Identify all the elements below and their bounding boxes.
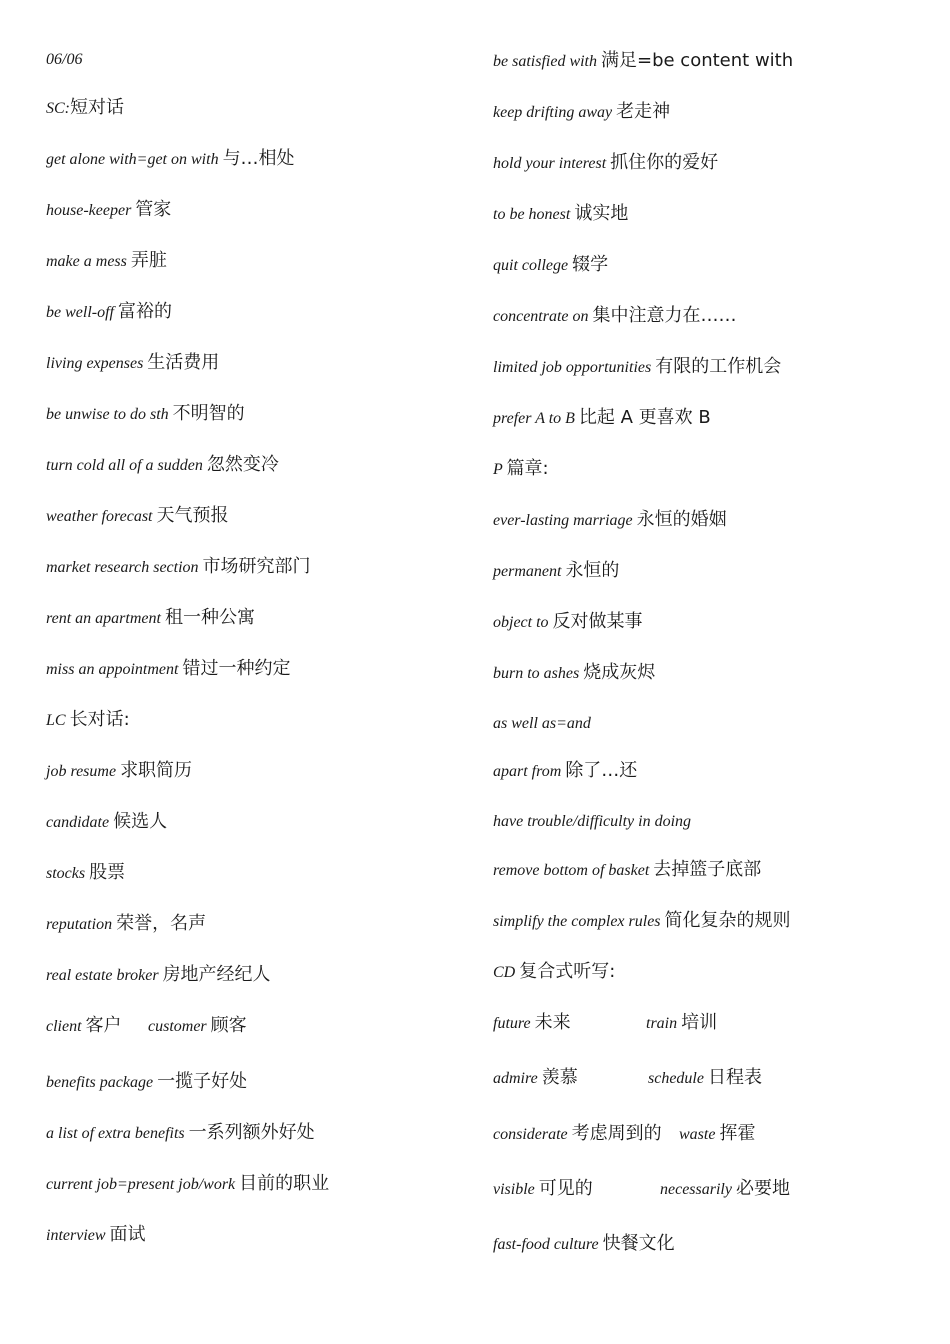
english-term: interview bbox=[46, 1227, 110, 1244]
chinese-translation: 必要地 bbox=[735, 1178, 790, 1199]
chinese-translation: 除了…还 bbox=[565, 760, 638, 781]
right-entry bbox=[493, 305, 737, 328]
english-term: schedule bbox=[648, 1070, 708, 1087]
chinese-translation: 目前的职业 bbox=[239, 1173, 330, 1194]
chinese-translation: 复合式听写: bbox=[519, 961, 616, 982]
english-term: waste bbox=[679, 1126, 720, 1143]
english-term: LC bbox=[46, 712, 70, 729]
second-term-pair bbox=[148, 1015, 247, 1038]
left-entry bbox=[46, 1015, 247, 1038]
left-entry bbox=[46, 760, 192, 783]
english-term: have trouble/difficulty in doing bbox=[493, 813, 692, 830]
right-entry bbox=[493, 1233, 675, 1256]
right-entry bbox=[493, 712, 591, 735]
chinese-translation: 生活费用 bbox=[147, 352, 220, 373]
right-entry bbox=[493, 101, 670, 124]
english-term: benefits package bbox=[46, 1074, 158, 1091]
left-entry bbox=[46, 607, 255, 630]
right-entry bbox=[493, 1067, 762, 1090]
left-entry bbox=[46, 964, 271, 987]
chinese-translation: 富裕的 bbox=[117, 301, 172, 322]
english-term: visible bbox=[493, 1181, 539, 1198]
english-term: ever-lasting marriage bbox=[493, 512, 637, 529]
left-entry bbox=[46, 97, 124, 120]
english-term: client bbox=[46, 1018, 86, 1035]
right-entry bbox=[493, 407, 711, 430]
english-term: fast-food culture bbox=[493, 1236, 603, 1253]
right-entry bbox=[493, 356, 781, 379]
right-entry bbox=[493, 859, 761, 882]
left-entry bbox=[46, 1224, 146, 1247]
left-entry bbox=[46, 48, 82, 71]
english-term: permanent bbox=[493, 563, 566, 580]
english-term: future bbox=[493, 1015, 535, 1032]
english-term: house-keeper bbox=[46, 202, 136, 219]
left-entry bbox=[46, 811, 167, 834]
english-term: a list of extra benefits bbox=[46, 1125, 189, 1142]
english-term: keep drifting away bbox=[493, 104, 617, 121]
right-entry bbox=[493, 961, 615, 984]
left-entry bbox=[46, 505, 229, 528]
english-term: SC: bbox=[46, 100, 70, 117]
left-entry bbox=[46, 1173, 329, 1196]
right-entry bbox=[493, 50, 793, 73]
right-entry bbox=[493, 254, 608, 277]
chinese-translation: 客户 bbox=[85, 1015, 122, 1036]
english-term: considerate bbox=[493, 1126, 572, 1143]
chinese-translation: 租一种公寓 bbox=[164, 607, 255, 628]
second-term-pair bbox=[679, 1123, 755, 1146]
chinese-translation: 一系列额外好处 bbox=[188, 1122, 315, 1143]
english-term: to be honest bbox=[493, 206, 575, 223]
right-entry bbox=[493, 662, 655, 685]
chinese-translation: 可见的 bbox=[538, 1178, 593, 1199]
english-term: burn to ashes bbox=[493, 665, 584, 682]
english-term: prefer A to B bbox=[493, 410, 579, 427]
left-entry bbox=[46, 862, 125, 885]
chinese-translation: 烧成灰烬 bbox=[583, 662, 656, 683]
chinese-translation: 管家 bbox=[135, 199, 172, 220]
english-term: make a mess bbox=[46, 253, 131, 270]
chinese-translation: 忽然变冷 bbox=[206, 454, 279, 475]
english-term: CD bbox=[493, 964, 520, 981]
chinese-translation: 天气预报 bbox=[156, 505, 229, 526]
chinese-translation: 快餐文化 bbox=[602, 1233, 675, 1254]
right-entry bbox=[493, 1178, 790, 1201]
chinese-translation: 股票 bbox=[89, 862, 126, 883]
chinese-translation: 面试 bbox=[109, 1224, 146, 1245]
english-term: turn cold all of a sudden bbox=[46, 457, 207, 474]
english-term: limited job opportunities bbox=[493, 359, 656, 376]
chinese-translation: 与…相处 bbox=[222, 148, 295, 169]
english-term: job resume bbox=[46, 763, 121, 780]
right-entry bbox=[493, 458, 549, 481]
right-entry bbox=[493, 560, 619, 583]
chinese-translation: 羡慕 bbox=[541, 1067, 578, 1088]
chinese-translation: 抓住你的爱好 bbox=[610, 152, 719, 173]
left-entry bbox=[46, 556, 311, 579]
english-term: living expenses bbox=[46, 355, 148, 372]
chinese-translation: 比起 A 更喜欢 B bbox=[578, 407, 711, 428]
english-term: P bbox=[493, 461, 507, 478]
english-term: necessarily bbox=[660, 1181, 736, 1198]
right-entry bbox=[493, 203, 628, 226]
chinese-translation: 辍学 bbox=[572, 254, 609, 275]
chinese-translation: 荣誉，名声 bbox=[116, 913, 207, 934]
chinese-translation: 候选人 bbox=[113, 811, 168, 832]
chinese-translation: 求职简历 bbox=[120, 760, 193, 781]
second-term-pair bbox=[660, 1178, 790, 1201]
chinese-translation: 一揽子好处 bbox=[157, 1071, 248, 1092]
chinese-translation: 老走神 bbox=[616, 101, 671, 122]
chinese-translation: 篇章: bbox=[506, 458, 549, 479]
chinese-translation: 长对话: bbox=[69, 709, 130, 730]
left-entry bbox=[46, 658, 290, 681]
left-entry bbox=[46, 148, 295, 171]
english-term: weather forecast bbox=[46, 508, 157, 525]
chinese-translation: 有限的工作机会 bbox=[655, 356, 782, 377]
chinese-translation: 错过一种约定 bbox=[182, 658, 291, 679]
left-entry bbox=[46, 250, 167, 273]
chinese-translation: 集中注意力在…… bbox=[592, 305, 737, 326]
second-term-pair bbox=[648, 1067, 762, 1090]
chinese-translation: 反对做某事 bbox=[552, 611, 643, 632]
right-entry bbox=[493, 810, 691, 833]
right-entry bbox=[493, 1123, 756, 1146]
right-entry bbox=[493, 910, 791, 933]
english-term: quit college bbox=[493, 257, 573, 274]
left-entry bbox=[46, 454, 279, 477]
left-entry bbox=[46, 301, 172, 324]
english-term: admire bbox=[493, 1070, 542, 1087]
chinese-translation: 短对话 bbox=[70, 97, 124, 118]
english-term: be well-off bbox=[46, 304, 118, 321]
second-term-pair bbox=[646, 1012, 717, 1035]
chinese-translation: 考虑周到的 bbox=[571, 1123, 662, 1144]
english-term: customer bbox=[148, 1018, 211, 1035]
chinese-translation: 诚实地 bbox=[574, 203, 629, 224]
chinese-translation: 简化复杂的规则 bbox=[664, 910, 791, 931]
right-entry bbox=[493, 1012, 718, 1035]
english-term: hold your interest bbox=[493, 155, 611, 172]
left-entry bbox=[46, 913, 206, 936]
english-term: miss an appointment bbox=[46, 661, 183, 678]
chinese-translation: 顾客 bbox=[210, 1015, 247, 1036]
right-entry bbox=[493, 509, 727, 532]
english-term: 06/06 bbox=[46, 51, 83, 68]
english-term: be unwise to do sth bbox=[46, 406, 173, 423]
chinese-translation: 培训 bbox=[681, 1012, 718, 1033]
english-term: real estate broker bbox=[46, 967, 163, 984]
english-term: be satisfied with bbox=[493, 53, 601, 70]
english-term: simplify the complex rules bbox=[493, 913, 665, 930]
english-term: remove bottom of basket bbox=[493, 862, 654, 879]
chinese-translation: 日程表 bbox=[707, 1067, 762, 1088]
english-term: train bbox=[646, 1015, 682, 1032]
english-term: rent an apartment bbox=[46, 610, 165, 627]
english-term: as well as=and bbox=[493, 715, 591, 732]
english-term: stocks bbox=[46, 865, 90, 882]
chinese-translation: 满足=be content with bbox=[601, 50, 794, 71]
left-entry bbox=[46, 352, 219, 375]
english-term: current job=present job/work bbox=[46, 1176, 240, 1193]
right-entry bbox=[493, 611, 643, 634]
left-entry bbox=[46, 709, 130, 732]
english-term: reputation bbox=[46, 916, 117, 933]
chinese-translation: 弄脏 bbox=[130, 250, 167, 271]
left-entry bbox=[46, 1071, 247, 1094]
chinese-translation: 不明智的 bbox=[172, 403, 245, 424]
left-entry bbox=[46, 403, 245, 426]
chinese-translation: 去掉篮子底部 bbox=[653, 859, 762, 880]
left-entry bbox=[46, 1122, 315, 1145]
chinese-translation: 房地产经纪人 bbox=[162, 964, 271, 985]
chinese-translation: 永恒的 bbox=[565, 560, 620, 581]
chinese-translation: 挥霍 bbox=[719, 1123, 756, 1144]
english-term: candidate bbox=[46, 814, 114, 831]
english-term: apart from bbox=[493, 763, 566, 780]
right-entry bbox=[493, 760, 637, 783]
english-term: market research section bbox=[46, 559, 203, 576]
chinese-translation: 市场研究部门 bbox=[202, 556, 311, 577]
english-term: concentrate on bbox=[493, 308, 593, 325]
english-term: get alone with=get on with bbox=[46, 151, 223, 168]
english-term: object to bbox=[493, 614, 553, 631]
right-entry bbox=[493, 152, 718, 175]
chinese-translation: 永恒的婚姻 bbox=[636, 509, 727, 530]
chinese-translation: 未来 bbox=[534, 1012, 571, 1033]
left-entry bbox=[46, 199, 171, 222]
